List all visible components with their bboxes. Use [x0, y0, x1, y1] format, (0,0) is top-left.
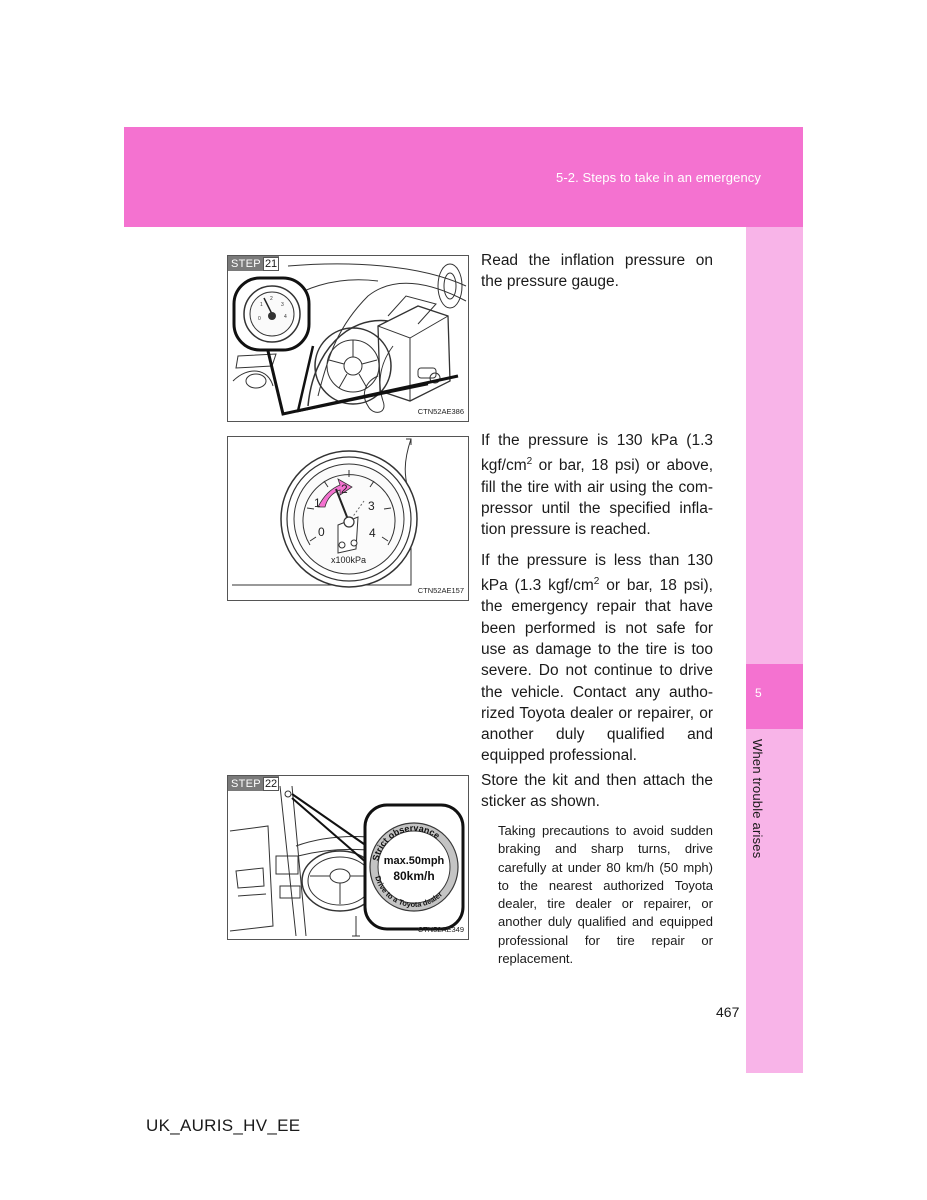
step-label [228, 776, 279, 791]
step-number: 21 [264, 257, 278, 270]
step-word: STEP [231, 257, 261, 270]
page-number: 467 [716, 1004, 740, 1020]
pressure-high-sup: 2 [526, 456, 533, 468]
step-word: STEP [231, 777, 261, 790]
svg-text:0: 0 [258, 316, 261, 322]
gauge-label-1: 1 [314, 496, 321, 510]
car-and-compressor-illustration [228, 256, 468, 421]
gauge-label-3: 3 [368, 499, 375, 513]
pressure-low-post: or bar, 18 psi), the emergency repair that have been performed is not safe for use as damage to the tire is too severe. Do not continue to drive the vehicle. Contact any authorized Toyota dealer or repairer, or another duly qualified and equipped professional. [481, 577, 713, 765]
document-code: UK_AURIS_HV_EE [146, 1116, 301, 1135]
svg-text:3: 3 [281, 302, 284, 308]
pressure-high-pre: If the pressure is 130 kPa (1.3 kgf/cm [481, 432, 713, 475]
figure-step21-pressure-gauge [227, 255, 469, 422]
gauge-label-0: 0 [318, 525, 325, 539]
chapter-side-strip [746, 227, 803, 1073]
chapter-number: 5 [755, 686, 762, 700]
chapter-title: When trouble arises [750, 739, 765, 859]
pressure-high-post: or bar, 18 psi) or above, fill the tire with air using the compressor until the specified inflation pressure is reached. [481, 457, 713, 539]
pressure-low-pre: If the pressure is less than 130 kPa (1.3 kgf/cm [481, 551, 713, 595]
pressure-low-sup: 2 [593, 575, 600, 587]
sticker-speed-mph: max.50mph [383, 855, 445, 867]
gauge-unit-label: x100kPa [331, 555, 367, 565]
step-label [228, 256, 279, 271]
figure-code: CTN52AE349 [417, 925, 464, 934]
chapter-tab[interactable] [746, 664, 803, 729]
figure-gauge-closeup [227, 436, 469, 601]
step22-instruction: Store the kit and then attach the sticker as shown. [481, 772, 713, 811]
step-number: 22 [264, 777, 278, 790]
sticker-bottom-arc-text: Drive to a Toyota dealer [373, 874, 445, 910]
header-band [124, 127, 803, 227]
figure-step22-sticker [227, 775, 469, 940]
step21-instruction: Read the inflation pressure on the pressure gauge. [481, 252, 713, 291]
sticker-top-arc-text: Strict observance [370, 822, 442, 862]
svg-text:2: 2 [270, 296, 273, 302]
figure-code: CTN52AE386 [417, 407, 464, 416]
car-interior-illustration [228, 776, 468, 939]
figure-code: CTN52AE157 [417, 586, 464, 595]
pressure-text-block [481, 430, 713, 776]
gauge-label-4: 4 [369, 526, 376, 540]
step22-text-block [481, 770, 713, 822]
pressure-low-instruction [481, 550, 713, 767]
pressure-high-instruction [481, 430, 713, 541]
pressure-gauge-illustration [228, 437, 468, 600]
svg-text:1: 1 [260, 302, 263, 308]
svg-text:4: 4 [284, 314, 287, 320]
section-title: 5-2. Steps to take in an emergency [555, 170, 761, 185]
step21-text-block [481, 250, 713, 302]
sticker-speed-kmh: 80km/h [393, 869, 435, 883]
gauge-label-2: 2 [341, 482, 348, 496]
step22-note: Taking precautions to avoid sudden braking and sharp turns, drive carefully at under 80 km/h (50 mph) to the nearest authorized Toyota dealer, tire dealer or repairer, or another duly qualified and equipped professional for tire repair or replacement. [498, 823, 713, 967]
